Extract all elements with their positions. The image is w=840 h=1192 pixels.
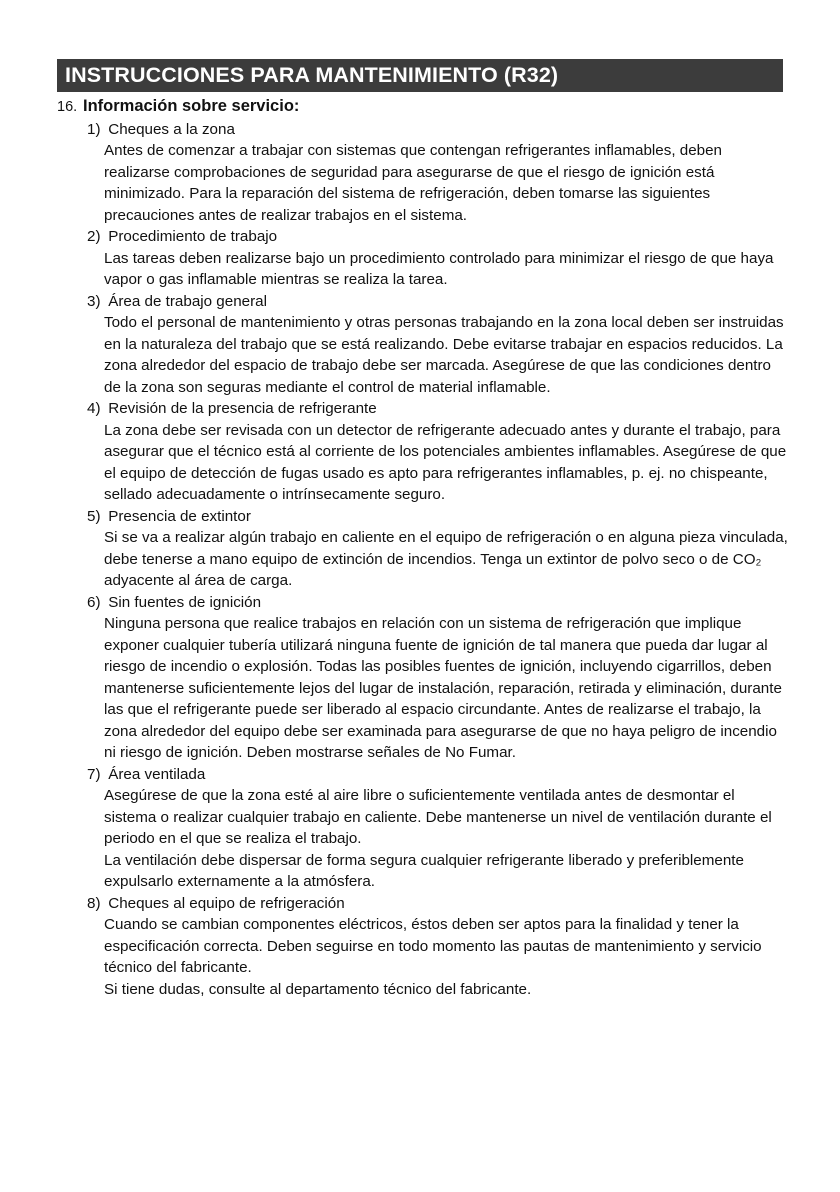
item-paragraph: La zona debe ser revisada con un detector de refrigerante adecuado antes y durante el trabajo, para asegurar que el técnico está al corriente de los potenciales ambientes inflamables. Asegúrese de que el equipo de detección de fugas usado es apto para refrigerantes inflamables, p. ej. no chispeante, sellado adecuadamente o intrínsecamente seguro. [104,421,787,503]
item-number: 7) [87,765,101,783]
item-title: Procedimiento de trabajo [108,228,278,245]
item-no-ignition-sources [57,592,789,764]
item-paragraph: Todo el personal de mantenimiento y otras personas trabajando en la zona local deben ser instruidas en la naturaleza del trabajo que se está realizando. Debe evitarse trabajar en espacios reducidos. La zona alrededor del espacio de trabajo debe ser marcada. Asegúrese de que las condiciones dentro de la zona son seguras mediante el control de material inflamable. [104,314,784,396]
item-general-work-area [57,291,789,399]
item-number: 3) [87,292,101,310]
item-paragraph: Cuando se cambian componentes eléctricos, éstos deben ser aptos para la finalidad y tener la especificación correcta. Deben seguirse en todo momento las pautas de mantenimiento y servicio técnico del fabricante. [104,916,762,976]
item-number: 8) [87,894,101,912]
item-title: Sin fuentes de ignición [108,593,262,611]
item-title: Área ventilada [108,765,206,783]
item-number: 5) [87,507,101,525]
item-title: Área de trabajo general [108,292,267,310]
section-heading [57,96,789,119]
item-number: 6) [87,593,101,611]
item-work-procedure [57,226,789,291]
item-paragraph: Si tiene dudas, consulte al departamento técnico del fabricante. [104,980,532,998]
item-ventilated-area [57,764,789,893]
item-number: 4) [87,400,101,417]
item-zone-checks [57,119,789,227]
item-refrigeration-equipment-checks [57,893,789,1001]
page-title: INSTRUCCIONES PARA MANTENIMIENTO (R32) [57,59,783,92]
item-refrigerant-check [57,398,789,506]
item-paragraph: Asegúrese de que la zona esté al aire libre o suficientemente ventilada antes de desmontar el sistema o realizar cualquier trabajo en caliente. Debe mantenerse un nivel de ventilación durante el periodo en el que se realiza el trabajo. [104,787,772,847]
item-paragraph: Las tareas deben realizarse bajo un procedimiento controlado para minimizar el riesgo de que haya vapor o gas inflamable mientras se realiza la tarea. [104,249,774,288]
item-paragraph: Si se va a realizar algún trabajo en caliente en el equipo de refrigeración o en alguna pieza vinculada, debe tenerse a mano equipo de extinción de incendios. Tenga un extintor de polvo seco o de CO₂ adyacente al área de carga. [104,529,788,589]
item-title: Revisión de la presencia de refrigerante [108,400,377,417]
section-number: 16. [57,99,78,115]
section-service-info [57,96,789,1000]
section-title: Información sobre servicio: [83,97,300,115]
item-extinguisher [57,506,789,592]
item-paragraph: La ventilación debe dispersar de forma segura cualquier refrigerante liberado y preferiblemente expulsarlo externamente a la atmósfera. [104,851,744,890]
item-title: Presencia de extintor [108,507,251,525]
item-paragraph: Antes de comenzar a trabajar con sistemas que contengan refrigerantes inflamables, deben realizarse comprobaciones de seguridad para asegurarse de que el riesgo de ignición está minimizado. Para la reparación del sistema de refrigeración, deben tomarse las siguientes precauciones antes de realizar trabajos en el sistema. [104,142,722,224]
item-title: Cheques a la zona [108,120,235,138]
item-title: Cheques al equipo de refrigeración [108,894,345,912]
item-number: 1) [87,120,101,138]
item-paragraph: Ninguna persona que realice trabajos en relación con un sistema de refrigeración que implique exponer cualquier tubería utilizará ninguna fuente de ignición de tal manera que pueda dar lugar al riesgo de incendio o explosión. Todas las posibles fuentes de ignición, incluyendo cigarrillos, deben mantenerse suficientemente lejos del lugar de instalación, reparación, retirada y eliminación, durante las que el refrigerante puede ser liberado al espacio circundante. Antes de realizarse el trabajo, la zona alrededor del equipo debe ser examinada para asegurarse de que no haya peligro de incendio ni riesgo de ignición. Deben mostrarse señales de No Fumar. [104,615,782,761]
item-number: 2) [87,228,101,245]
